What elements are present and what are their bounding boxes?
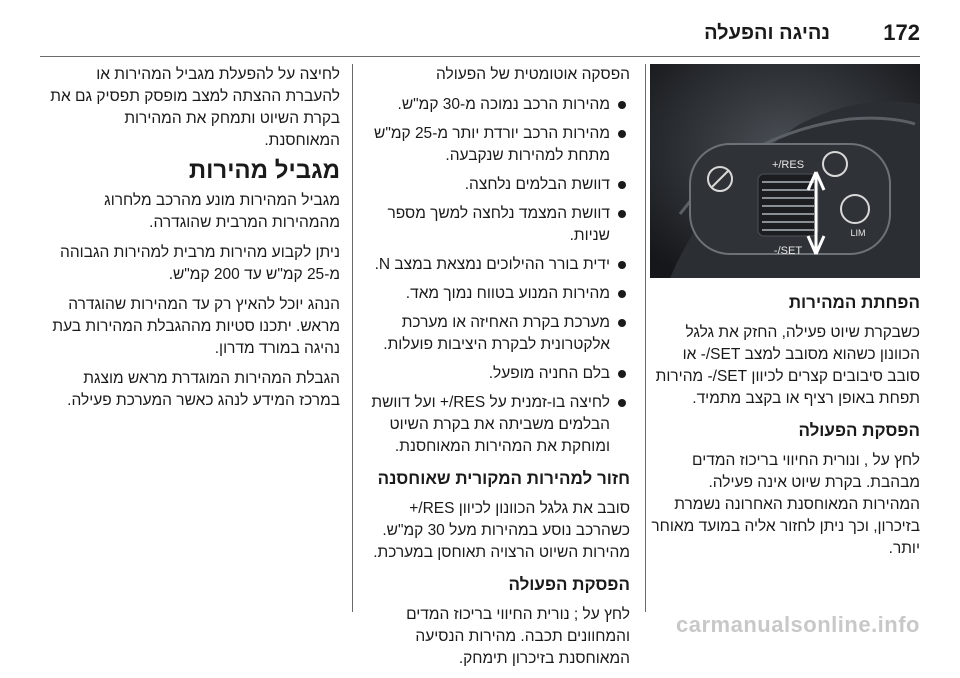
- set-label: SET/-: [773, 245, 803, 257]
- auto-deactivation-intro: הפסקה אוטומטית של הפעולה: [436, 66, 630, 83]
- page-header: [40, 20, 920, 50]
- section-text-resume: סובב את גלגל הכוונון לכיוון RES/+ כשהרכב נוסע במהירות מעל 30 קמ"ש. מהירות השיוט הרצויה תאוחסן במערכת.: [373, 500, 630, 561]
- chapter-title: נהיגה והפעלה: [704, 22, 830, 44]
- section-heading-speed-limiter: מגביל מהירות: [188, 157, 340, 184]
- steering-wheel-illustration: [650, 64, 920, 278]
- auto-deactivation-list: [365, 94, 630, 458]
- section-heading-stop: הפסקת הפעולה: [508, 575, 630, 594]
- list-item: בלם החניה מופעל.: [365, 363, 630, 385]
- limiter-paragraph: ניתן לקבוע מהירות מרבית למהירות הגבוהה מ-25 קמ"ש עד 200 קמ"ש.: [60, 244, 340, 283]
- list-item: מהירות הרכב נמוכה מ-30 קמ"ש.: [365, 94, 630, 116]
- header-rule: [40, 56, 920, 57]
- section-heading-resume: חזור למהירות המקורית שאוחסנה: [377, 469, 630, 488]
- middle-column: [365, 64, 630, 678]
- section-text-stop: לחץ על ; נורית החיווי בריכוז המדים והמחוונים תכבה. מהירות הנסיעה המאוחסנת בזיכרון תימחק.: [406, 606, 630, 667]
- column-divider-left: [352, 64, 353, 612]
- section-heading-reduce-speed: הפחתת המהירות: [788, 293, 920, 312]
- section-text-reduce-speed: כשבקרת שיוט פעילה, החזק את גלגל הכוונון כשהוא מסובב למצב SET/- או סובב סיבובים קצרים לכיוון SET/- מהירות תפחת באופן רציף או בקצב מתמיד.: [655, 324, 920, 407]
- site-watermark: carmanualsonline.info: [676, 612, 920, 637]
- limiter-paragraph: מגביל המהירות מונע מהרכב מלחרוג מהמהירות המרבית שהוגדרה.: [104, 192, 340, 231]
- list-item: מהירות המנוע בטווח נמוך מאד.: [365, 283, 630, 305]
- limiter-paragraph: הנהג יוכל להאיץ רק עד המהירות שהוגדרה מראש. יתכנו סטיות מההגבלת המהירות בעת נהיגה במורד מדרון.: [52, 296, 340, 357]
- left-column: [50, 64, 340, 420]
- list-item: מערכת בקרת האחיזה או מערכת אלקטרונית לבקרת היציבות פועלות.: [365, 312, 630, 356]
- limiter-paragraph: הגבלת המהירות המוגדרת מראש מוצגת במרכז המידע לנהג כאשר המערכת פעילה.: [67, 370, 340, 409]
- list-item: דוושת המצמד נלחצה למשך מספר שניות.: [365, 203, 630, 247]
- right-column: [650, 64, 920, 568]
- section-heading-deactivate: הפסקת הפעולה: [798, 421, 920, 440]
- lim-label: LIM: [850, 228, 866, 238]
- section-text-deactivate: לחץ על , ונורית החיווי בריכוז המדים מבהבת. בקרת שיוט אינה פעילה. המהירות המאוחסנת האחרונה נשמרת בזיכרון, וכך ניתן לחזור אליה במועד מאוחר יותר.: [651, 452, 920, 557]
- limiter-intro-text: לחיצה על להפעלת מגביל המהירות או להעברת ההצתה למצב מופסק תפסיק גם את בקרת השיוט ותמחק את המהירות המאוחסנת.: [50, 66, 340, 149]
- steering-wheel-controls-photo: [650, 64, 920, 278]
- list-item: לחיצה בו-זמנית על RES/+ ועל דוושת הבלמים משביתה את בקרת השיוט ומוחקת את המהירות המאוחסנת.: [365, 392, 630, 458]
- list-item: מהירות הרכב יורדת יותר מ-25 קמ"ש מתחת למהירות שנקבעה.: [365, 123, 630, 167]
- list-item: דוושת הבלמים נלחצה.: [365, 174, 630, 196]
- list-item: ידית בורר ההילוכים נמצאת במצב N.: [365, 254, 630, 276]
- column-divider-right: [645, 64, 646, 612]
- page-number: 172: [883, 20, 920, 45]
- res-label: RES/+: [771, 159, 805, 171]
